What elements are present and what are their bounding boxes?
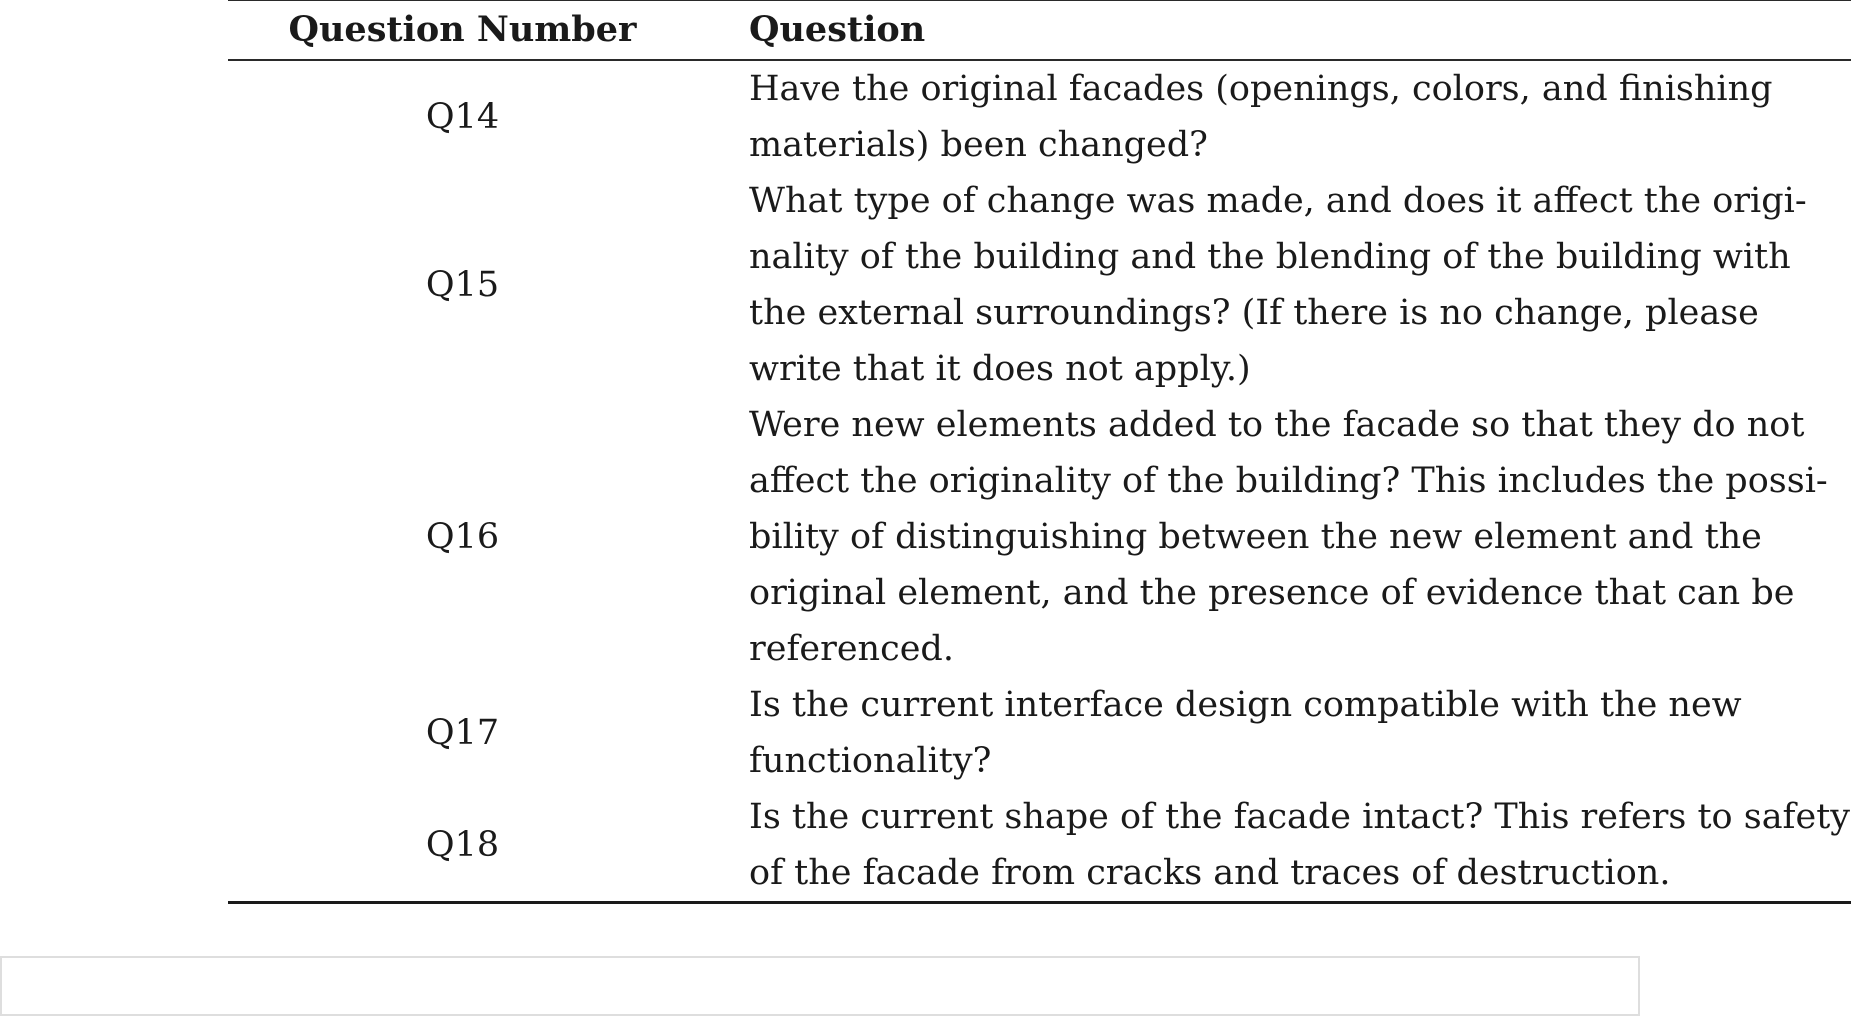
- table-header-row: [228, 1, 1851, 61]
- table-row: [228, 789, 1851, 903]
- question-text-cell: Have the original facades (openings, colors, and finishing materials) been changed?: [749, 69, 1773, 165]
- question-number-cell: Q16: [425, 517, 500, 557]
- question-number-cell: Q18: [228, 789, 749, 903]
- footer-panel: [0, 956, 1640, 1016]
- table-row: [228, 60, 1851, 173]
- question-text-cell: Were new elements added to the facade so that they do not affect the originality of the building? This includes the possi- bility of distinguishing between the new element and the original element, and the presence of evidence that can be referenced.: [749, 405, 1828, 669]
- question-text-cell: Is the current shape of the facade intact? This refers to safety of the facade from cracks and traces of destruction.: [749, 789, 1851, 903]
- questions-table-container: [228, 0, 1851, 908]
- table-row: [228, 173, 1851, 397]
- table-row: [228, 397, 1851, 677]
- question-text-cell: What type of change was made, and does it affect the origi- nality of the building and the blending of the building with the external surroundings? (If there is no change, please write that it does not apply.): [749, 181, 1807, 389]
- questions-table: [228, 0, 1851, 904]
- question-number-cell: Q17: [425, 713, 500, 753]
- question-text-cell: Is the current interface design compatible with the new functionality?: [749, 685, 1742, 781]
- question-number-cell: Q15: [425, 265, 500, 305]
- column-header-question: Question: [749, 1, 1851, 61]
- column-header-question-number: Question Number: [228, 1, 749, 61]
- table-row: [228, 677, 1851, 789]
- question-number-cell: Q14: [425, 97, 500, 137]
